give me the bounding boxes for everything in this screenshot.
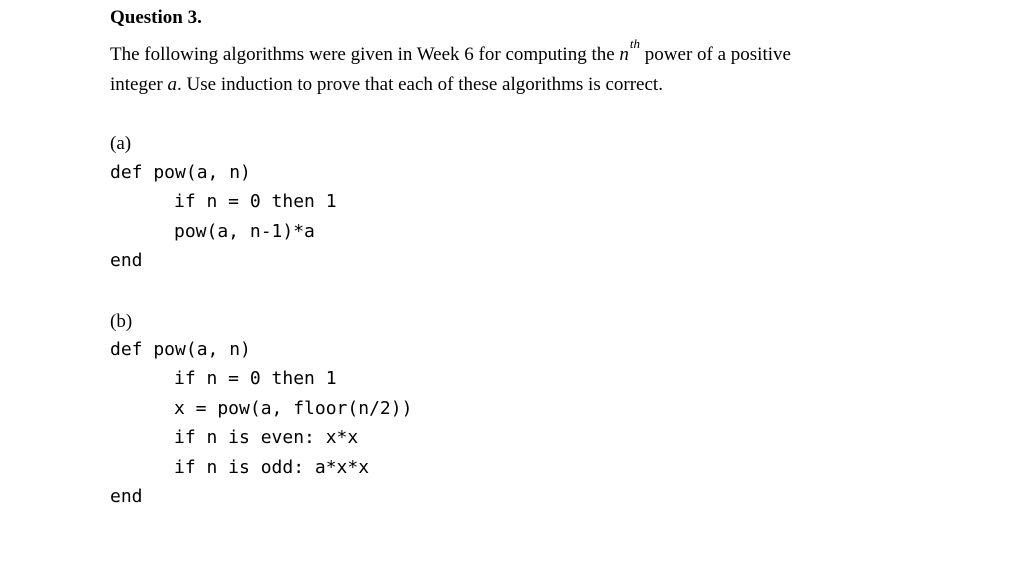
question-title: Question 3.	[110, 7, 202, 28]
part-b-label: (b)	[110, 311, 133, 332]
intro-line-1-suffix: power of a positive	[640, 44, 791, 65]
part-a-code-end: end	[110, 250, 143, 271]
part-b-code-odd: if n is odd: a*x*x	[174, 457, 370, 478]
part-a-code-if: if n = 0 then 1	[174, 191, 337, 212]
n-symbol: n	[619, 44, 629, 65]
intro-line-1-prefix: The following algorithms were given in Week 6 for computing the	[110, 44, 620, 65]
superscript-th: th	[629, 36, 641, 51]
part-a-label: (a)	[110, 133, 132, 154]
intro-line-1	[110, 36, 791, 66]
intro-line-2-suffix: . Use induction to prove that each of these algorithms is correct.	[177, 74, 663, 95]
part-b-code-if: if n = 0 then 1	[174, 368, 337, 389]
intro-line-2	[110, 74, 663, 96]
intro-line-2-prefix: integer	[110, 74, 168, 95]
part-a-code-recurse: pow(a, n-1)*a	[174, 221, 315, 242]
part-b-code-def: def pow(a, n)	[110, 339, 251, 360]
a-symbol: a	[167, 74, 178, 95]
part-a-code-def: def pow(a, n)	[110, 162, 251, 183]
part-b-code-end: end	[110, 486, 143, 507]
part-b-code-even: if n is even: x*x	[174, 427, 359, 448]
part-b-code-assign: x = pow(a, floor(n/2))	[174, 398, 413, 419]
